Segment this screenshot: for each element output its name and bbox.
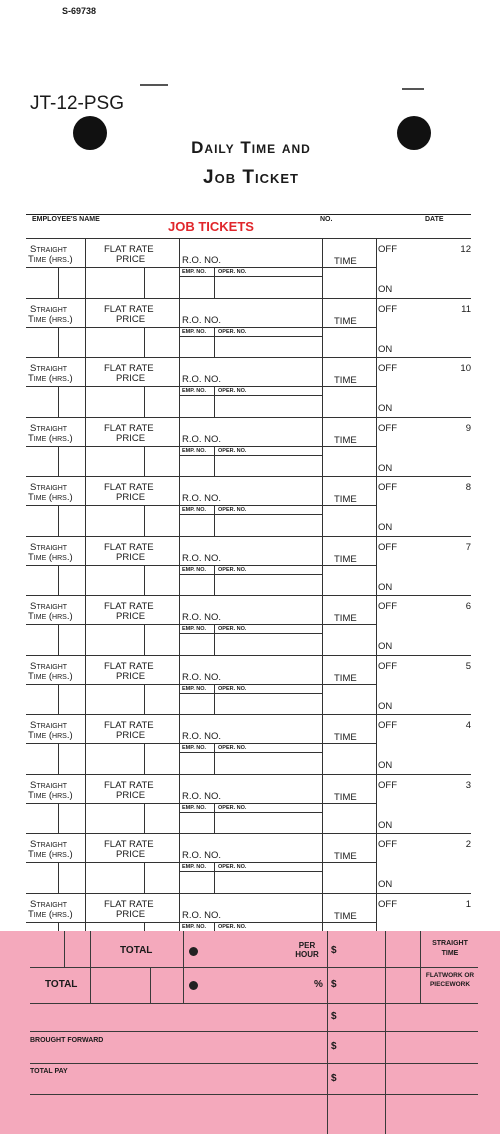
flat-rate-label: FLAT RATE [104,303,154,315]
ro-number-label: R.O. NO. [182,612,222,623]
col-divider [322,477,323,536]
time-label: TIME [334,494,357,505]
emp-no-label: EMP. NO. [182,923,207,930]
col-divider [322,537,323,596]
emp-no-label: EMP. NO. [182,447,207,454]
col-divider [179,477,180,536]
dollar-sign: $ [331,1041,337,1052]
col-divider [144,565,145,596]
on-label: ON [378,581,393,593]
col-divider [58,267,59,298]
flat-rate-label: FLAT RATE [104,363,154,374]
time-label: TIME [334,672,357,684]
straight-label: Straight [30,303,68,315]
header-rule [26,214,471,215]
col-divider [322,299,323,358]
col-divider [214,624,215,655]
price-label: PRICE [116,849,146,860]
col-divider [144,743,145,774]
percent-label: % [314,979,323,990]
row-divider [26,386,376,387]
off-label: OFF [378,720,397,731]
col-divider [214,862,215,893]
straight-label: Straight [30,482,68,493]
straight-time-label: Time (hrs.) [28,611,73,622]
col-divider [179,715,180,774]
off-label: OFF [378,244,397,255]
col-divider [179,418,180,477]
on-label: ON [378,641,393,652]
price-label: PRICE [116,611,146,622]
oper-no-label: OPER. NO. [218,447,247,454]
off-label: OFF [378,898,397,910]
at-symbol [189,981,198,990]
row-divider [26,505,376,506]
top-divider [140,84,168,86]
price-label: PRICE [116,908,146,920]
col-divider [85,477,86,536]
col-divider [85,418,86,477]
row-divider [26,803,376,804]
col-divider [144,803,145,834]
col-divider [58,446,59,477]
col-divider [58,505,59,536]
straight-time-label: Time (hrs.) [28,551,73,563]
row-divider [26,922,376,923]
oper-no-label: OPER. NO. [218,328,247,335]
on-label: ON [378,522,393,533]
col-divider [85,656,86,715]
row-divider [26,862,376,863]
ro-number-label: R.O. NO. [182,552,222,564]
form-title-line2: Job Ticket [203,167,299,188]
flat-rate-label: FLAT RATE [104,482,154,493]
col-divider [85,358,86,417]
ticket-number: 2 [465,839,471,850]
col-divider [322,596,323,655]
time-label: TIME [334,851,357,862]
col-divider [214,267,215,298]
summary-rule [30,1063,478,1064]
oper-no-label: OPER. NO. [218,626,247,632]
oper-no-label: OPER. NO. [218,804,247,811]
flat-rate-label: FLAT RATE [104,898,154,910]
straight-label: Straight [30,720,68,731]
on-label: ON [378,462,393,474]
flatwork-label: FLATWORK OR PIECEWORK [425,972,475,988]
row-divider [26,743,376,744]
ticket-number: 3 [465,779,471,791]
col-divider [214,505,215,536]
straight-label: Straight [30,601,68,612]
col-divider [322,239,323,298]
off-label: OFF [378,601,397,612]
ticket-number: 7 [465,541,471,553]
emp-no-label: EMP. NO. [182,507,207,513]
col-divider [85,299,86,358]
ro-number-label: R.O. NO. [182,493,222,504]
off-label: OFF [378,541,397,553]
col-divider [376,299,377,358]
flat-rate-label: FLAT RATE [104,839,154,850]
straight-time-label: Time (hrs.) [28,908,73,920]
oper-no-label: OPER. NO. [218,388,247,394]
row-divider [179,574,322,575]
oper-no-label: OPER. NO. [218,269,247,275]
col-divider [376,537,377,596]
ro-number-label: R.O. NO. [182,671,222,683]
col-divider [376,715,377,774]
ticket-number: 11 [461,303,471,315]
summary-rule [30,1094,478,1095]
emp-no-label: EMP. NO. [182,328,207,335]
summary-divider [150,967,151,1003]
col-divider [85,775,86,834]
price-label: PRICE [116,254,146,265]
col-divider [85,537,86,596]
col-divider [376,834,377,893]
job-ticket-row [26,655,471,715]
no-label: NO. [320,216,333,223]
col-divider [144,327,145,358]
ticket-number: 5 [465,660,471,672]
col-divider [376,358,377,417]
off-label: OFF [378,660,397,672]
form-title-line1: Daily Time and [191,138,311,157]
oper-no-label: OPER. NO. [218,507,247,513]
emp-no-label: EMP. NO. [182,804,207,811]
col-divider [179,299,180,358]
price-label: PRICE [116,551,146,563]
date-label: DATE [425,216,444,223]
col-divider [58,684,59,715]
straight-time-label: Time (hrs.) [28,849,73,860]
employee-name-label: EMPLOYEE'S NAME [32,216,100,223]
col-divider [58,624,59,655]
col-divider [322,775,323,834]
dollar-sign: $ [331,945,337,956]
straight-label: Straight [30,363,68,374]
off-label: OFF [378,363,397,374]
col-divider [58,862,59,893]
col-divider [322,715,323,774]
time-label: TIME [334,791,357,803]
on-label: ON [378,879,393,890]
col-divider [144,684,145,715]
punch-hole-right [397,116,431,150]
job-ticket-row [26,536,471,596]
col-divider [144,267,145,298]
emp-no-label: EMP. NO. [182,566,207,573]
price-label: PRICE [116,492,146,503]
top-divider-right [402,88,424,90]
oper-no-label: OPER. NO. [218,864,247,870]
time-label: TIME [334,256,357,267]
brought-forward-label: BROUGHT FORWARD [30,1037,104,1044]
time-label: TIME [334,553,357,565]
row-divider [179,395,322,396]
col-divider [376,775,377,834]
ro-number-label: R.O. NO. [182,790,222,802]
col-divider [58,803,59,834]
job-tickets-label: JOB TICKETS [168,219,254,234]
dollar-sign: $ [331,1011,337,1022]
col-divider [144,505,145,536]
flat-rate-label: FLAT RATE [104,244,154,255]
row-divider [26,684,376,685]
job-ticket-row [26,357,471,417]
row-divider [179,336,322,337]
emp-no-label: EMP. NO. [182,269,207,275]
straight-time-label: STRAIGHT TIME [432,940,468,957]
col-divider [58,327,59,358]
job-ticket-row [26,476,471,536]
flat-rate-label: FLAT RATE [104,601,154,612]
ro-number-label: R.O. NO. [182,374,222,385]
job-ticket-row [26,298,471,358]
col-divider [144,862,145,893]
price-label: PRICE [116,373,146,384]
row-divider [179,693,322,694]
price-label: PRICE [116,432,146,444]
col-divider [179,775,180,834]
summary-divider [64,931,65,967]
ticket-number: 8 [465,482,471,493]
summary-rule [30,1031,478,1032]
dollar-sign: $ [331,1073,337,1084]
col-divider [376,477,377,536]
job-ticket-row [26,774,471,834]
at-symbol [189,947,198,956]
emp-no-label: EMP. NO. [182,388,207,394]
on-label: ON [378,819,393,831]
col-divider [322,834,323,893]
col-divider [58,386,59,417]
row-divider [179,633,322,634]
straight-label: Straight [30,839,68,850]
col-divider [179,596,180,655]
col-divider [214,386,215,417]
per-hour-label: PER HOUR [295,941,319,959]
row-divider [26,446,376,447]
on-label: ON [378,760,393,771]
straight-label: Straight [30,660,68,672]
col-divider [179,239,180,298]
ticket-number: 12 [460,244,471,255]
job-ticket-row [26,833,471,893]
col-divider [144,624,145,655]
job-ticket-row [26,417,471,477]
on-label: ON [378,403,393,414]
emp-no-label: EMP. NO. [182,864,207,870]
punch-hole-left [73,116,107,150]
flat-rate-label: FLAT RATE [104,422,154,434]
flat-rate-label: FLAT RATE [104,660,154,672]
row-divider [179,752,322,753]
summary-divider [385,931,386,1134]
row-divider [179,455,322,456]
row-divider [26,624,376,625]
ro-number-label: R.O. NO. [182,255,222,266]
col-divider [179,834,180,893]
straight-label: Straight [30,541,68,553]
straight-label: Straight [30,244,68,255]
ro-number-label: R.O. NO. [182,850,222,861]
emp-no-label: EMP. NO. [182,685,207,692]
col-divider [322,656,323,715]
time-label: TIME [334,434,357,446]
flat-rate-label: FLAT RATE [104,541,154,553]
col-divider [214,803,215,834]
row-divider [26,267,376,268]
form-code: S-69738 [62,6,97,16]
total-label: TOTAL [120,945,153,956]
col-divider [214,327,215,358]
col-divider [85,239,86,298]
ticket-number: 6 [465,601,471,612]
emp-no-label: EMP. NO. [182,745,207,751]
flat-rate-label: FLAT RATE [104,779,154,791]
summary-rule [30,1003,478,1004]
oper-no-label: OPER. NO. [218,685,247,692]
time-label: TIME [334,315,357,327]
ro-number-label: R.O. NO. [182,731,222,742]
straight-time-label: Time (hrs.) [28,373,73,384]
time-label: TIME [334,732,357,743]
col-divider [58,743,59,774]
ro-number-label: R.O. NO. [182,909,222,921]
pay-summary [0,931,500,1134]
ticket-number: 1 [465,898,471,910]
ro-number-label: R.O. NO. [182,433,222,445]
price-label: PRICE [116,730,146,741]
col-divider [179,358,180,417]
col-divider [85,834,86,893]
ro-number-label: R.O. NO. [182,314,222,326]
col-divider [376,239,377,298]
row-divider [26,565,376,566]
straight-time-label: Time (hrs.) [28,492,73,503]
straight-time-label: Time (hrs.) [28,313,73,325]
col-divider [322,418,323,477]
col-divider [376,418,377,477]
ticket-number: 9 [465,422,471,434]
col-divider [179,537,180,596]
col-divider [85,596,86,655]
emp-no-label: EMP. NO. [182,626,207,632]
price-label: PRICE [116,789,146,801]
ticket-list [26,238,471,952]
total-label-2: TOTAL [45,979,78,990]
straight-time-label: Time (hrs.) [28,432,73,444]
summary-divider [327,931,328,1134]
row-divider [179,812,322,813]
off-label: OFF [378,839,397,850]
straight-time-label: Time (hrs.) [28,730,73,741]
off-label: OFF [378,422,397,434]
off-label: OFF [378,779,397,791]
ticket-number: 10 [460,363,471,374]
job-ticket-row [26,714,471,774]
straight-label: Straight [30,898,68,910]
price-label: PRICE [116,313,146,325]
job-ticket-row [26,238,471,298]
col-divider [214,684,215,715]
job-ticket-row [26,595,471,655]
off-label: OFF [378,482,397,493]
oper-no-label: OPER. NO. [218,566,247,573]
time-label: TIME [334,375,357,386]
col-divider [144,446,145,477]
row-divider [179,276,322,277]
oper-no-label: OPER. NO. [218,923,247,930]
price-label: PRICE [116,670,146,682]
row-divider [179,871,322,872]
col-divider [322,358,323,417]
oper-no-label: OPER. NO. [218,745,247,751]
dollar-sign: $ [331,979,337,990]
row-divider [179,514,322,515]
time-label: TIME [334,613,357,624]
col-divider [144,386,145,417]
col-divider [214,743,215,774]
off-label: OFF [378,303,397,315]
col-divider [214,446,215,477]
on-label: ON [378,343,393,355]
summary-rule [30,967,478,968]
on-label: ON [378,700,393,712]
col-divider [179,656,180,715]
flat-rate-label: FLAT RATE [104,720,154,731]
on-label: ON [378,284,393,295]
col-divider [85,715,86,774]
col-divider [58,565,59,596]
straight-time-label: Time (hrs.) [28,789,73,801]
total-pay-label: TOTAL PAY [30,1068,68,1075]
straight-time-label: Time (hrs.) [28,254,73,265]
row-divider [26,327,376,328]
time-label: TIME [334,910,357,922]
straight-label: Straight [30,779,68,791]
straight-label: Straight [30,422,68,434]
straight-time-label: Time (hrs.) [28,670,73,682]
col-divider [214,565,215,596]
col-divider [376,596,377,655]
col-divider [376,656,377,715]
form-number: JT-12-PSG [30,93,124,114]
ticket-number: 4 [465,720,471,731]
